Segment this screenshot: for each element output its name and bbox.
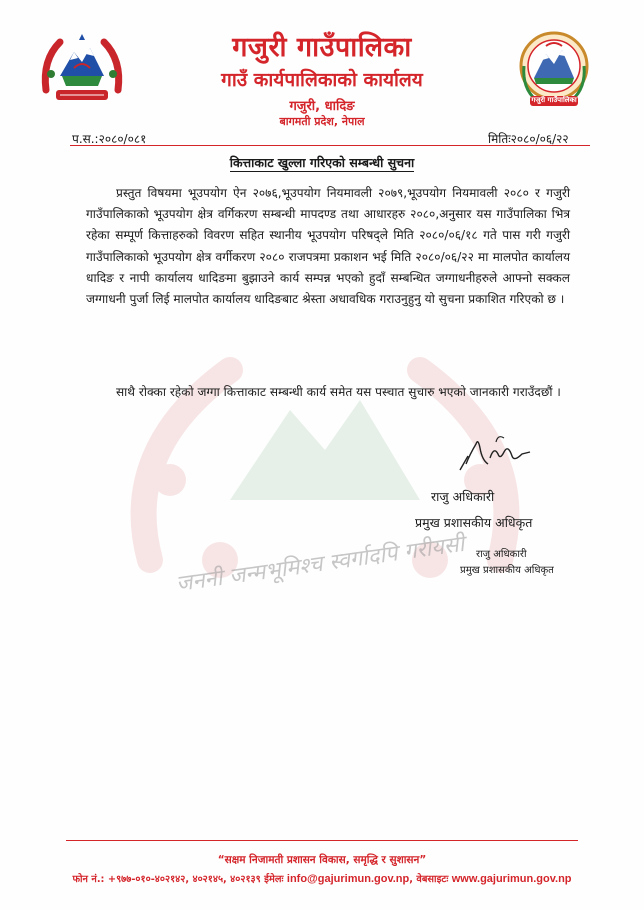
footer-website-label: वेबसाइटः (416, 874, 449, 885)
handwritten-signature (452, 430, 534, 474)
body-paragraph-2: साथै रोक्का रहेको जग्गा कित्ताकाट सम्बन्धी कार्य समेत यस पस्चात सुचारु भएको जानकारी गराउँदछौं । (116, 385, 561, 399)
notice-subject (0, 154, 644, 171)
municipality-name: गजुरी गाउँपालिका (232, 32, 412, 63)
footer-motto: “सक्षम निजामती प्रशासन विकास, समृद्धि र सुशासन” (217, 854, 427, 866)
footer-email[interactable]: info@gajurimun.gov.np (286, 873, 410, 885)
header-divider (70, 145, 590, 146)
reference-number: प.स.:२०८०/०८१ (72, 132, 147, 146)
letter-date: मितिः२०८०/०६/२२ (488, 132, 569, 146)
logo-text: गजुरी गाउँपालिका (531, 96, 577, 104)
stamp-name: राजु अधिकारी (476, 549, 527, 560)
footer-contact: फोन नं.: +९७७-०१०-४०२१४२, ४०२१४५, ४०२१३९ ईमेलः info@gajurimun.gov.np, वेबसाइटः www.gajurimun.gov.np (72, 873, 572, 885)
footer-email-label: ईमेलः (264, 874, 284, 885)
footer-phone: फोन नं.: +९७७-०१०-४०२१४२, ४०२१४५, ४०२१३९ (72, 874, 261, 885)
signatory-post: प्रमुख प्रशासकीय अधिकृत (415, 515, 533, 530)
footer-website[interactable]: www.gajurimun.gov.np (451, 873, 572, 885)
office-location: गजुरी, धादिङ (289, 99, 355, 114)
subject-text: कित्ताकाट खुल्ला गरिएको सम्बन्धी सुचना (229, 155, 415, 170)
signatory-name: राजु अधिकारी (431, 489, 495, 504)
stamp-post: प्रमुख प्रशासकीय अधिकृत (460, 565, 554, 576)
office-name: गाउँ कार्यपालिकाको कार्यालय (221, 69, 423, 91)
footer-divider (66, 840, 578, 841)
watermark-motto: जननी जन्मभूमिश्च स्वर्गादपि गरीयसी (174, 531, 466, 598)
body-paragraph-1: प्रस्तुत विषयमा भूउपयोग ऐन २०७६,भूउपयोग नियमावली २०७९,भूउपयोग नियमावली २०८० र गजुरी गाउँपालिकाको भूउपयोग क्षेत्र वर्गिकरण सम्बन्धी मापदण्ड तथा आधारहरु २०८०,अनुसार यस गाउँपालिका भित्र रहेका सम्पूर्ण कित्ताहरुको विवरण सहित स्थानीय भूउपयोग परिषद्ले मिति २०८०/०६/१८ गते पास गरी गजुरी गाउँपालिकाको भूउपयोग क्षेत्र वर्गीकरण २०८० राजपत्रमा प्रकाशन भई मिति २०८०/०६/२२ मा मालपोत कार्यालय धादिङ र नापी कार्यालय धादिङमा बुझाउने कार्य सम्पन्न भएको हुदाँ सम्बन्धित जग्गाधनीहरुले आफ्नो सक्कल जग्गाधनी पुर्जा लिई मालपोत कार्यालय धादिङबाट श्रेस्ता अधावधिक गराउनुहुनु यो सुचना प्रकाशित गरिएको छ । (86, 186, 570, 307)
office-province: बागमती प्रदेश, नेपाल (279, 115, 365, 128)
